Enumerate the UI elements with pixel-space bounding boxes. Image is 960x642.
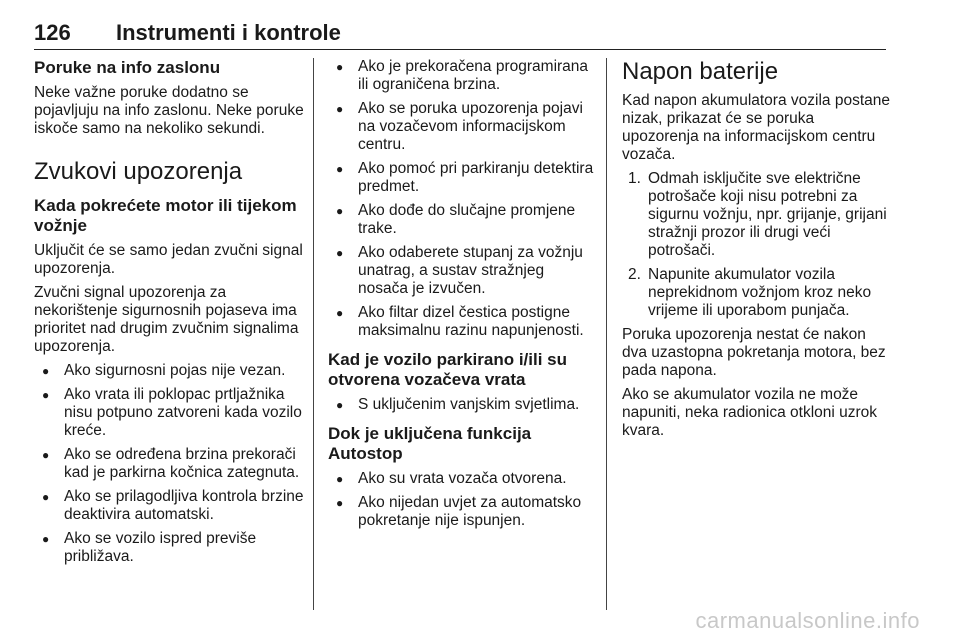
- paragraph: Poruka upozorenja nestat će nakon dva uzastopna pokretanja motora, bez pada napona.: [622, 326, 886, 379]
- list-item: ● Ako je prekoračena programirana ili ograničena brzina.: [328, 58, 594, 94]
- paragraph: Uključit će se samo jedan zvučni signal upozorenja.: [34, 242, 303, 277]
- column-divider: [606, 58, 607, 610]
- column-middle: [328, 58, 594, 536]
- list-item: ● Ako se vozilo ispred previše približava.: [34, 530, 304, 566]
- bullet-list: [328, 470, 594, 530]
- step-text: Odmah isključite sve električne potrošače koji nisu potrebni za sigurnu vožnju, npr. grijanje, grijani stražnji prozor ili drugi veći potrošači.: [648, 170, 887, 259]
- list-item: [622, 170, 892, 260]
- watermark: carmanualsonline.info: [695, 608, 920, 633]
- paragraph: Ako se akumulator vozila ne može napuniti, neka radionica otkloni uzrok kvara.: [622, 386, 878, 439]
- list-item: ● Ako odaberete stupanj za vožnju unatrag, a sustav stražnjeg nosača je izvučen.: [328, 244, 594, 298]
- bullet-list: [328, 396, 594, 414]
- list-item: ● Ako se određena brzina prekorači kad je parkirna kočnica zategnuta.: [34, 446, 304, 482]
- section-title: Poruke na info zaslonu: [34, 58, 221, 77]
- list-item: ● Ako filtar dizel čestica postigne maksimalnu razinu napunjenosti.: [328, 304, 594, 340]
- list-item: ● Ako su vrata vozača otvorena.: [328, 470, 594, 488]
- list-item: ● Ako nijedan uvjet za automatsko pokretanje nije ispunjen.: [328, 494, 594, 530]
- section-text: Neke važne poruke dodatno se pojavljuju na info zaslonu. Neke poruke iskoče samo na nekoliko sekundi.: [34, 84, 304, 137]
- column-divider: [313, 58, 314, 610]
- list-item: ● Ako se prilagodljiva kontrola brzine deaktivira automatski.: [34, 488, 304, 524]
- chapter-title: Instrumenti i kontrole: [116, 20, 341, 45]
- list-item: ● S uključenim vanjskim svjetlima.: [328, 396, 594, 414]
- list-item: ● Ako se poruka upozorenja pojavi na vozačevom informacijskom centru.: [328, 100, 594, 154]
- header-rule: [34, 49, 886, 50]
- section-title-large: Napon baterije: [622, 58, 779, 85]
- subsection-title: Kada pokrećete motor ili tijekom vožnje: [34, 196, 297, 235]
- bullet-list: [328, 58, 594, 340]
- page-header: [34, 14, 886, 50]
- column-right: [622, 58, 892, 446]
- numbered-list: [622, 170, 892, 320]
- list-item: ● Ako dođe do slučajne promjene trake.: [328, 202, 594, 238]
- step-text: Napunite akumulator vozila neprekidnom vožnjom kroz neko vrijeme ili uporabom punjača.: [648, 266, 872, 319]
- list-item: ● Ako pomoć pri parkiranju detektira predmet.: [328, 160, 594, 196]
- section-title-large: Zvukovi upozorenja: [34, 158, 243, 185]
- paragraph: Zvučni signal upozorenja za nekorištenje sigurnosnih pojaseva ima prioritet nad drugim zvučnim signalima upozorenja.: [34, 284, 299, 355]
- step-number: 1.: [628, 170, 641, 187]
- step-number: 2.: [628, 266, 641, 283]
- column-left: [34, 58, 304, 572]
- page-number: 126: [34, 20, 71, 45]
- subsection-title: Dok je uključena funkcija Autostop: [328, 424, 532, 463]
- paragraph: Kad napon akumulatora vozila postane nizak, prikazat će se poruka upozorenja na informacijskom centru vozača.: [622, 92, 890, 163]
- subsection-title: Kad je vozilo parkirano i/ili su otvorena vozačeva vrata: [328, 350, 568, 389]
- bullet-list: [34, 362, 304, 566]
- list-item: [622, 266, 892, 320]
- list-item: ● Ako vrata ili poklopac prtljažnika nisu potpuno zatvoreni kada vozilo kreće.: [34, 386, 304, 440]
- list-item: ● Ako sigurnosni pojas nije vezan.: [34, 362, 304, 380]
